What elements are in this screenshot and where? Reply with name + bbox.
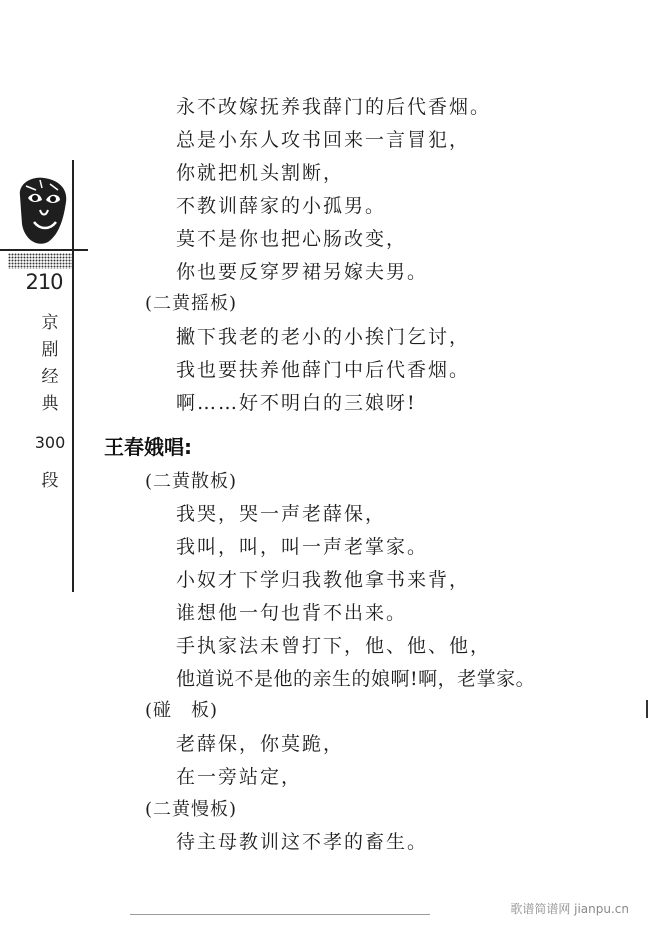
tune-tag: (二黄慢板): [145, 799, 238, 820]
verse-line: 待主母教训这不孝的畜生。: [176, 831, 429, 853]
verse-line: 莫不是你也把心肠改变，: [176, 228, 408, 250]
book-title-vertical: [36, 310, 64, 495]
verse-line: 小奴才下学归我教他拿书来背，: [176, 569, 471, 591]
verse-line: 谁想他一句也背不出来。: [176, 602, 408, 624]
margin-mark: [646, 700, 648, 718]
book-title-number: 300: [34, 433, 66, 452]
book-title-char: 经: [41, 367, 59, 387]
speaker-heading: 王春娥唱:: [104, 435, 192, 459]
verse-line: 我哭，哭一声老薛保，: [176, 503, 387, 525]
verse-line: 啊……好不明白的三娘呀!: [176, 392, 417, 414]
opera-mask-icon: [14, 176, 70, 246]
tune-tag: (二黄摇板): [145, 293, 238, 314]
verse-line: 不教训薛家的小孤男。: [176, 195, 387, 217]
page-number: 210: [25, 270, 63, 294]
book-title-char: 段: [41, 471, 59, 491]
halftone-band: [8, 253, 72, 269]
verse-line: 撇下我老的老小的小挨门乞讨，: [176, 326, 471, 348]
book-title-char: 剧: [41, 340, 59, 360]
verse-line: 手执家法未曾打下，他、他、他，: [176, 635, 492, 657]
page-sidebar: [0, 0, 80, 928]
footer-rule: [130, 914, 430, 915]
book-title-char: 京: [41, 313, 59, 333]
verse-line: 永不改嫁抚养我薛门的后代香烟。: [176, 96, 492, 118]
verse-line: 他道说不是他的亲生的娘啊!啊，老掌家。: [176, 668, 536, 690]
tune-tag: (二黄散板): [145, 471, 238, 492]
verse-line: 你也要反穿罗裙另嫁夫男。: [176, 261, 429, 283]
verse-line: 老薛保，你莫跪，: [176, 733, 345, 755]
watermark-text: 歌谱简谱网 jianpu.cn: [510, 902, 629, 916]
book-title-char: 典: [41, 394, 59, 414]
verse-line: 你就把机头割断，: [176, 162, 345, 184]
verse-line: 我叫，叫，叫一声老掌家。: [176, 536, 429, 558]
header-rule: [0, 249, 88, 251]
verse-line: 我也要扶养他薛门中后代香烟。: [176, 359, 471, 381]
tune-tag: (碰 板): [145, 700, 219, 721]
sidebar-vertical-rule: [72, 160, 74, 592]
verse-line: 总是小东人攻书回来一言冒犯，: [176, 129, 471, 151]
verse-line: 在一旁站定，: [176, 766, 303, 788]
